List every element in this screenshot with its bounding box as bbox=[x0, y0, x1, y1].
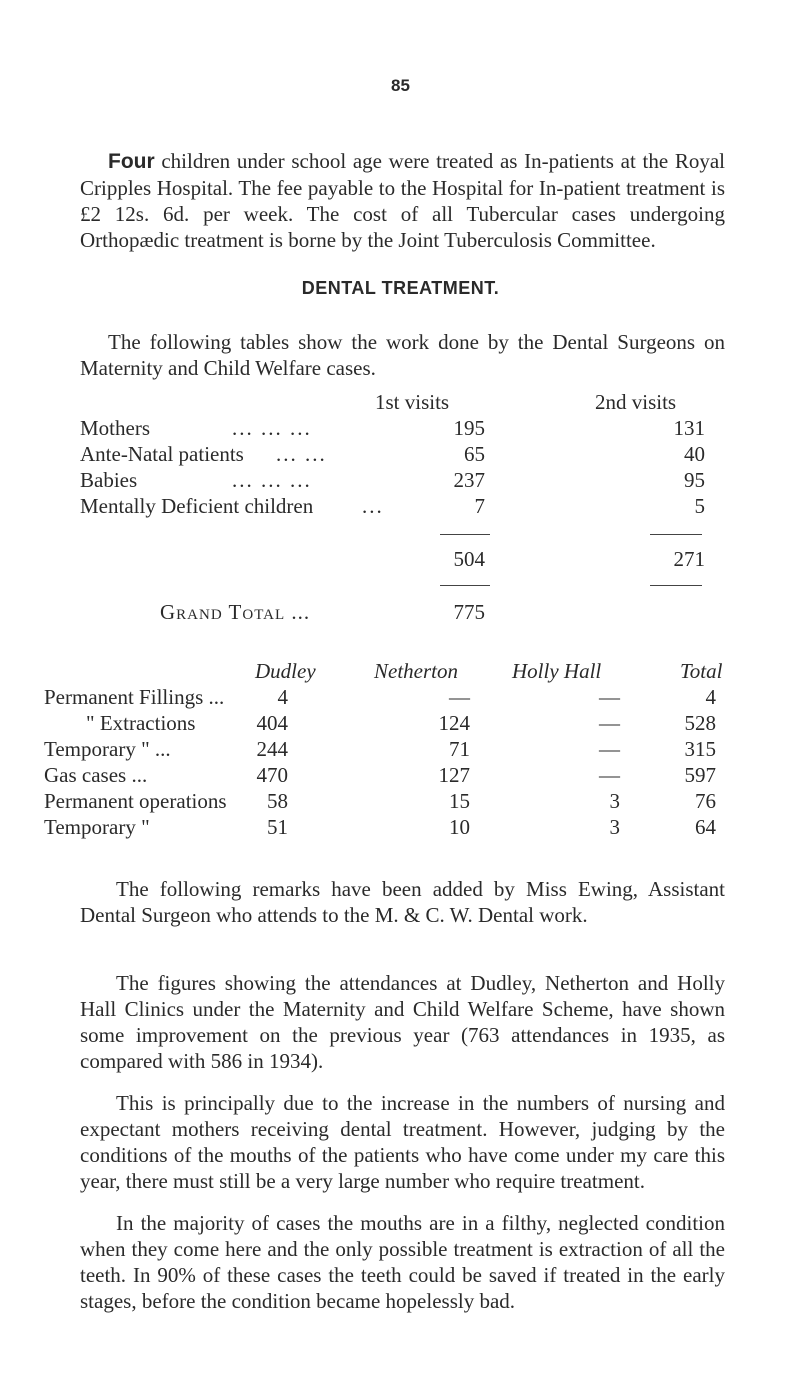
visits-2nd-value: 131 bbox=[673, 416, 705, 440]
visits-1st-value: 7 bbox=[474, 494, 485, 518]
total-value: 64 bbox=[695, 815, 716, 839]
intro-lead-word: Four bbox=[108, 150, 155, 173]
visits-row-label: Mothers bbox=[80, 416, 150, 440]
holly-hall-value: 3 bbox=[609, 815, 620, 839]
dudley-value: 244 bbox=[256, 737, 288, 761]
page-number: 85 bbox=[391, 76, 410, 95]
clinic-row-label: Temporary " bbox=[44, 815, 150, 839]
netherton-value: 127 bbox=[438, 763, 470, 787]
dudley-value: 58 bbox=[267, 789, 288, 813]
col-header-dudley: Dudley bbox=[255, 659, 316, 683]
figures-paragraph: The figures showing the attendances at Dudley, Netherton and Holly Hall Clinics under the Maternity and Child Welfare Scheme, have shown some improvement on the previous year (763 attendances in 1935, as compared with 586 in 1934). bbox=[80, 971, 725, 1073]
netherton-value: 10 bbox=[449, 815, 470, 839]
total-rule bbox=[650, 585, 702, 586]
visits-row-label: Ante-Natal patients bbox=[80, 442, 244, 466]
section-heading: DENTAL TREATMENT. bbox=[301, 278, 500, 298]
holly-hall-value: — bbox=[599, 685, 620, 709]
total-value: 76 bbox=[695, 789, 716, 813]
majority-paragraph: In the majority of cases the mouths are in a filthy, neglected condition when they come here and the only possible treatment is extraction of all the teeth. In 90% of these cases the teeth could be saved if treated in the early stages, before the condition became hopelessly bad. bbox=[80, 1211, 725, 1313]
visits-2nd-value: 40 bbox=[684, 442, 705, 466]
holly-hall-value: — bbox=[599, 763, 620, 787]
holly-hall-value: 3 bbox=[609, 789, 620, 813]
netherton-value: 15 bbox=[449, 789, 470, 813]
visits-1st-value: 237 bbox=[453, 468, 485, 492]
grand-total-label: Grand Total ... bbox=[160, 600, 311, 624]
visits-row-label: Mentally Deficient children bbox=[80, 494, 314, 518]
intro-text: children under school age were treated as In-patients at the Royal Cripples Hospital. The fee payable to the Hospital for In-patient treatment is £2 12s. 6d. per week. The cost of all Tubercular cases undergoing Orthopædic treatment is borne by the Joint Tuberculosis Committee. bbox=[80, 149, 725, 252]
leader-dots: ... ... ... bbox=[232, 468, 312, 492]
netherton-value: 71 bbox=[449, 737, 470, 761]
tables-intro-paragraph: The following tables show the work done by the Dental Surgeons on Maternity and Child Welfare cases. bbox=[80, 330, 725, 380]
visits-2nd-value: 5 bbox=[694, 494, 705, 518]
holly-hall-value: — bbox=[599, 711, 620, 735]
subtotal-2nd: 271 bbox=[673, 547, 705, 571]
leader-dots: ... ... ... bbox=[232, 416, 312, 440]
col-header-netherton: Netherton bbox=[374, 659, 458, 683]
dudley-value: 51 bbox=[267, 815, 288, 839]
subtotal-rule bbox=[440, 534, 490, 535]
visits-row-label: Babies bbox=[80, 468, 138, 492]
remarks-paragraph: The following remarks have been added by Miss Ewing, Assistant Dental Surgeon who attends to the M. & C. W. Dental work. bbox=[80, 877, 725, 927]
clinic-row-label: Gas cases ... bbox=[44, 763, 148, 787]
clinic-row-label: Permanent operations bbox=[44, 789, 227, 813]
col-header-1st-visits: 1st visits bbox=[375, 390, 450, 414]
intro-paragraph bbox=[80, 148, 725, 253]
clinic-row-label: Temporary " ... bbox=[44, 737, 171, 761]
col-header-total: Total bbox=[680, 659, 723, 683]
total-value: 4 bbox=[705, 685, 716, 709]
clinic-row-label: " Extractions bbox=[86, 711, 196, 735]
col-header-holly-hall: Holly Hall bbox=[512, 659, 602, 683]
total-value: 528 bbox=[684, 711, 716, 735]
total-value: 597 bbox=[684, 763, 716, 787]
grand-total-value: 775 bbox=[453, 600, 485, 624]
visits-2nd-value: 95 bbox=[684, 468, 705, 492]
total-value: 315 bbox=[684, 737, 716, 761]
dudley-value: 470 bbox=[256, 763, 288, 787]
subtotal-rule bbox=[650, 534, 702, 535]
principally-paragraph: This is principally due to the increase in the numbers of nursing and expectant mothers receiving dental treatment. However, judging by the conditions of the mouths of the patients who have come under my care this year, there must still be a very large number who require treatment. bbox=[80, 1091, 725, 1193]
dudley-value: 4 bbox=[277, 685, 288, 709]
netherton-value: 124 bbox=[438, 711, 470, 735]
total-rule bbox=[440, 585, 490, 586]
clinic-row-label: Permanent Fillings ... bbox=[44, 685, 225, 709]
netherton-value: — bbox=[449, 685, 470, 709]
subtotal-1st: 504 bbox=[453, 547, 485, 571]
leader-dots: ... ... bbox=[276, 442, 327, 466]
visits-1st-value: 195 bbox=[453, 416, 485, 440]
leader-dots: ... bbox=[362, 494, 384, 518]
col-header-2nd-visits: 2nd visits bbox=[595, 390, 677, 414]
visits-1st-value: 65 bbox=[464, 442, 485, 466]
dudley-value: 404 bbox=[256, 711, 288, 735]
holly-hall-value: — bbox=[599, 737, 620, 761]
